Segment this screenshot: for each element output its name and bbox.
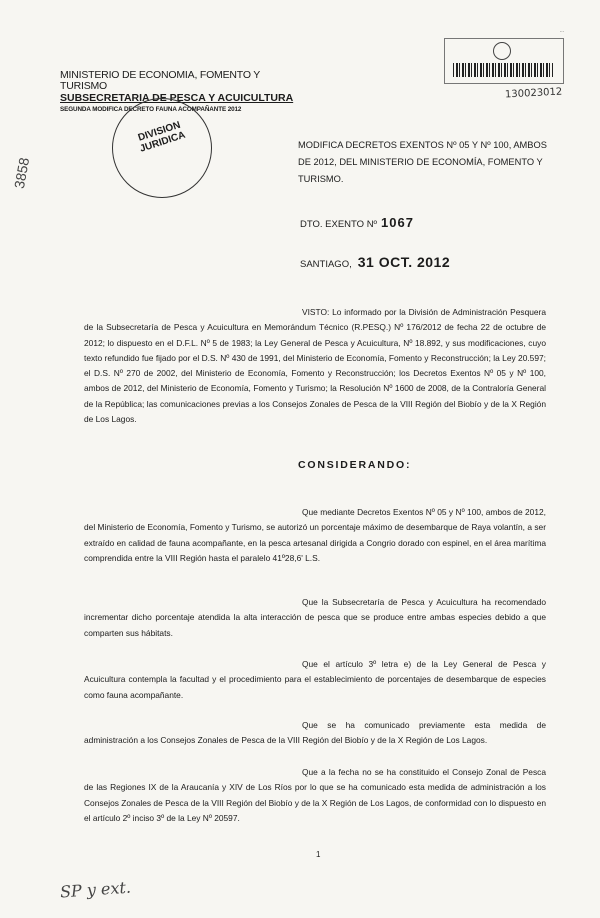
considerando-paragraph: Que a la fecha no se ha constituido el Consejo Zonal de Pesca de las Regiones IX de la Araucanía y XIV de Los Ríos por lo que se ha comunicado esta medida de administración a los Consejos Zonales de Pesca de la VIII Región del Biobío y de la X Región de Los Lagos, de conformidad con lo dispuesto en el artículo 2º inciso 3º de la Ley Nº 20597. bbox=[84, 767, 546, 823]
visto-paragraph: VISTO: Lo informado por la División de Administración Pesquera de la Subsecretaría de Pesca y Acuicultura en Memorándum Técnico (R.PESQ.) Nº 176/2012 de fecha 22 de octubre de 2012; lo dispuesto en el D.F.L. Nº 5 de 1983; la Ley General de Pesca y Acuicultura, Nº 18.892, y sus modificaciones, cuyo texto refundido fue fijado por el D.S. Nº 430 de 1991, del Ministerio de Economía, Fomento y Reconstrucción; la Ley 20.597; el D.S. Nº 270 de 2002, del Ministerio de Economía, Fomento y Reconstrucción; los Decretos Exentos Nº 05 y Nº 100, ambos de 2012, del Ministerio de Economía, Fomento y Turismo; la Resolución Nº 1600 de 2008, de la Contraloría General de la República; las comunicaciones previas a los Consejos Zonales de Pesca de la VIII Región del Biobío y de la X Región de Los Lagos. bbox=[84, 307, 546, 425]
stamp-text: DIVISION JURIDICA bbox=[136, 119, 187, 155]
date-line bbox=[300, 254, 450, 270]
date-label: SANTIAGO, bbox=[300, 259, 352, 270]
registry-stamp-header: ... bbox=[559, 28, 564, 34]
footer-handwriting: SP y ext. bbox=[59, 877, 132, 902]
margin-handwritten-note: 3858 bbox=[10, 156, 33, 190]
decree-number: 1067 bbox=[381, 215, 414, 230]
subsecretaria-name: SUBSECRETARIA DE PESCA Y ACUICULTURA bbox=[60, 92, 294, 105]
ministry-name: MINISTERIO DE ECONOMIA, FOMENTO Y TURISMO bbox=[60, 69, 260, 93]
considerando-paragraph: Que se ha comunicado previamente esta medida de administración a los Consejos Zonales de Pesca de la VIII Región del Biobío y de la X Región de Los Lagos. bbox=[84, 720, 546, 746]
considerando-paragraph: Que mediante Decretos Exentos Nº 05 y Nº 100, ambos de 2012, del Ministerio de Economía, Fomento y Turismo, se autorizó un porcentaje máximo de desembarque de Raya volantín, a ser extraído en calidad de fauna acompañante, en la pesca artesanal dirigida a Congrio dorado con espinel, en el área marítima comprendida entre la VIII Región hasta el paralelo 41º28,6' L.S. bbox=[84, 507, 546, 563]
barcode-icon bbox=[453, 63, 553, 77]
date-value: 31 OCT. 2012 bbox=[357, 254, 451, 270]
barcode-box bbox=[444, 38, 564, 84]
document-subject: MODIFICA DECRETOS EXENTOS Nº 05 Y Nº 100, AMBOS DE 2012, DEL MINISTERIO DE ECONOMÍA, FOMENTO Y TURISMO. bbox=[298, 140, 547, 184]
considerando-paragraph: Que la Subsecretaría de Pesca y Acuicultura ha recomendado incrementar dicho porcentaje atendida la alta interacción de pesca que se produce entre ambas especies debido a que comparten sus hábitats. bbox=[84, 597, 546, 638]
decree-label: DTO. EXENTO Nº bbox=[300, 219, 378, 230]
considerando-paragraph: Que el artículo 3º letra e) de la Ley General de Pesca y Acuicultura contempla la facultad y el procedimiento para el establecimiento de porcentajes de desembarque de especies como fauna acompañante. bbox=[84, 659, 546, 700]
document-reference: SEGUNDA MODIFICA DECRETO FAUNA ACOMPAÑANTE 2012 bbox=[60, 106, 242, 114]
page-number: 1 bbox=[316, 850, 321, 859]
handwritten-number: 130023012 bbox=[504, 86, 563, 101]
considerando-heading: CONSIDERANDO: bbox=[298, 459, 412, 471]
registry-stamp bbox=[444, 28, 564, 84]
seal-icon bbox=[493, 42, 511, 60]
decree-number-line bbox=[300, 215, 414, 230]
